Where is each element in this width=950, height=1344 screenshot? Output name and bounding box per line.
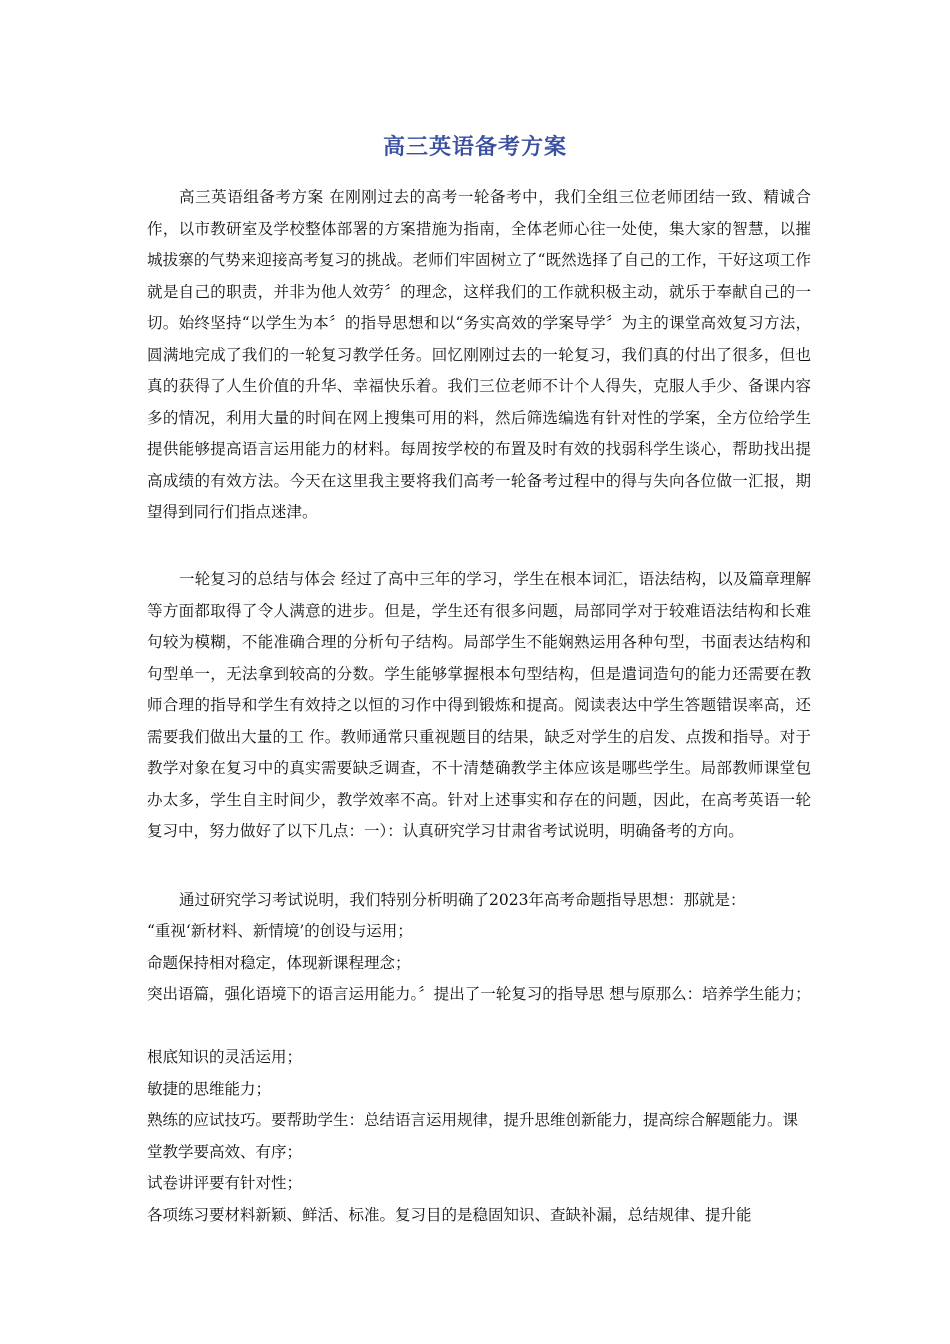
list-line: 各项练习要材料新颖、鲜活、标准。复习目的是稳固知识、查缺补漏，总结规律、提升能 bbox=[147, 1205, 752, 1224]
paragraph-exam-guide: 通过研究学习考试说明，我们特别分析明确了2023年高考命题指导思想：那就是： bbox=[179, 891, 746, 909]
list-line: 敏捷的思维能力； bbox=[147, 1079, 272, 1098]
list-line: “重视‘新材料、新情境’的创设与运用； bbox=[147, 922, 413, 940]
list-line: 命题保持相对稳定，体现新课程理念； bbox=[147, 953, 411, 972]
paragraph-summary: 高三英语组备考方案 在刚刚过去的高考一轮备考中，我们全组三位老师团结一致、精诚合作，以市教研室及学校整体部署的方案措施为指南，全体老师心往一处使，集大家的智慧，以摧城拔寨的气势来迎接高考复习的挑战。老师们牢固树立了“既然选择了自己的工作，干好这项工作就是自己的职责，并非为他人效劳〞的理念，这样我们的工作就积极主动，就乐于奉献自己的一切。始终坚持“以学生为本〞的指导思想和以“务实高效的学案导学〞为主的课堂高效复习方法，圆满地完成了我们的一轮复习教学任务。回忆刚刚过去的一轮复习，我们真的付出了很多，但也真的获得了人生价值的升华、幸福快乐着。我们三位老师不计个人得失，克服人手少、备课内容多的情况，利用大量的时间在网上搜集可用的料，然后筛选编选有针对性的学案，全方位给学生提供能够提高语言运用能力的材料。每周按学校的布置及时有效的找弱科学生谈心，帮助找出提高成绩的有效方法。今天在这里我主要将我们高考一轮备考过程中的得与失向各位做一汇报，期望得到同行们指点迷津。 bbox=[147, 188, 811, 521]
document-title: 高三英语备考方案 bbox=[382, 135, 567, 160]
list-line: 突出语篇，强化语境下的语言运用能力。〞提出了一轮复习的指导思 想与原那么：培养学生能力； bbox=[147, 985, 811, 1003]
paragraph-review: 一轮复习的总结与体会 经过了高中三年的学习，学生在根本词汇，语法结构，以及篇章理解等方面都取得了令人满意的进步。但是，学生还有很多问题，局部同学对于较难语法结构和长难句较为模糊，不能准确合理的分析句子结构。局部学生不能娴熟运用各种句型，书面表达结构和句型单一，无法拿到较高的分数。学生能够掌握根本句型结构，但是遣词造句的能力还需要在教师合理的指导和学生有效持之以恒的习作中得到锻炼和提高。阅读表达中学生答题错误率高，还需要我们做出大量的工 作。教师通常只重视题目的结果，缺乏对学生的启发、点拨和指导。对于教学对象在复习中的真实需要缺乏调查，不十清楚确教学主体应该是哪些学生。局部教师课堂包办太多，学生自主时间少，教学效率不高。针对上述事实和存在的问题，因此，在高考英语一轮复习中，努力做好了以下几点：一）：认真研究学习甘肃省考试说明，明确备考的方向。 bbox=[147, 570, 811, 840]
list-line: 根底知识的灵活运用； bbox=[147, 1048, 303, 1066]
list-line: 熟练的应试技巧。要帮助学生：总结语言运用规律，提升思维创新能力，提高综合解题能力。课堂教学要高效、有序； bbox=[147, 1111, 799, 1161]
list-line: 试卷讲评要有针对性； bbox=[147, 1174, 303, 1192]
